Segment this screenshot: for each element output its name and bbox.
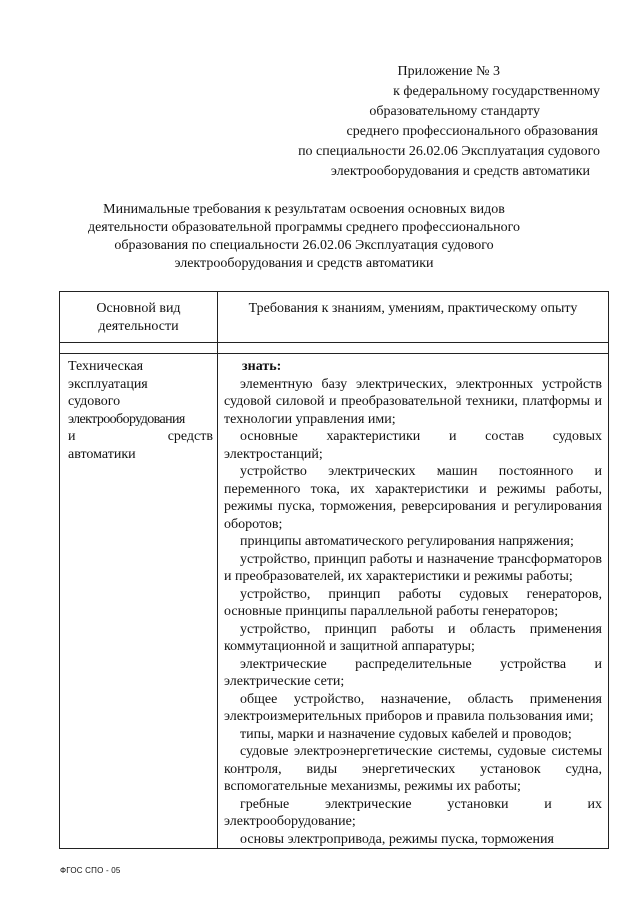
list-item: электрические распределительные устройства и электрические сети; [224, 656, 602, 689]
list-item: гребные электрические установки и их электрооборудование; [224, 796, 602, 829]
list-item: устройство электрических машин постоянного и переменного тока, их характеристики и режимы работы, режимы пуска, торможения, реверсирования и регулирования оборотов; [224, 464, 602, 532]
activity-line: эксплуатация [68, 376, 148, 392]
appendix-header [260, 62, 600, 182]
list-item: основы электропривода, режимы пуска, торможения [240, 831, 554, 847]
table-header-row [60, 292, 609, 343]
requirements-cell [218, 354, 609, 849]
list-item: типы, марки и назначение судовых кабелей и проводов; [240, 726, 572, 742]
activity-line: электрооборудования [68, 411, 185, 427]
header-requirements: Требования к знаниям, умениям, практическому опыту [218, 292, 609, 343]
list-item: устройство, принцип работы судовых генераторов, основные принципы параллельной работы генераторов; [224, 586, 602, 619]
activity-line: автоматики [68, 446, 136, 462]
appendix-line: среднего профессионального образования [346, 124, 598, 139]
list-item: устройство, принцип работы и назначение трансформаторов и преобразователей, их характеристики и режимы работы; [224, 551, 602, 584]
list-item: устройство, принцип работы и область применения коммутационной и защитной аппаратуры; [224, 621, 602, 654]
appendix-line: электрооборудования и средств автоматики [330, 164, 590, 179]
table-row [60, 354, 609, 849]
appendix-line: по специальности 26.02.06 Эксплуатация судового [298, 144, 600, 159]
activity-cell [60, 354, 218, 849]
activity-word: средств [167, 429, 213, 444]
footer-code: ФГОС СПО - 05 [60, 866, 121, 875]
list-item: общее устройство, назначение, область применения электроизмерительных приборов и правила пользования ими; [224, 691, 602, 724]
appendix-line: к федеральному государственному [393, 84, 600, 99]
activity-line: судового [68, 394, 121, 409]
activity-line-justified [68, 428, 213, 446]
list-item: принципы автоматического регулирования напряжения; [240, 534, 574, 549]
activity-word: и [68, 429, 76, 444]
list-item: элементную базу электрических, электронных устройств судовой силовой и преобразовательной техники, платформы и технологии управления ими; [224, 376, 602, 427]
spacer-row [60, 343, 609, 354]
appendix-line: образовательному стандарту [369, 104, 540, 119]
know-label: знать: [242, 359, 282, 374]
activity-line: Техническая [68, 359, 144, 374]
list-item: судовые электроэнергетические системы, судовые системы контроля, виды энергетических установок судна, вспомогательные механизмы, режимы их работы; [224, 744, 602, 794]
header-activity: Основной вид деятельности [60, 292, 218, 343]
requirements-table [59, 291, 609, 849]
document-title: Минимальные требования к результатам освоения основных видов деятельности образовательной программы среднего профессионального образования по специальности 26.02.06 Эксплуатация судового электрооборудования и средств автоматики [87, 202, 521, 271]
appendix-title: Приложение № 3 [397, 64, 500, 79]
list-item: основные характеристики и состав судовых электростанций; [224, 429, 602, 462]
